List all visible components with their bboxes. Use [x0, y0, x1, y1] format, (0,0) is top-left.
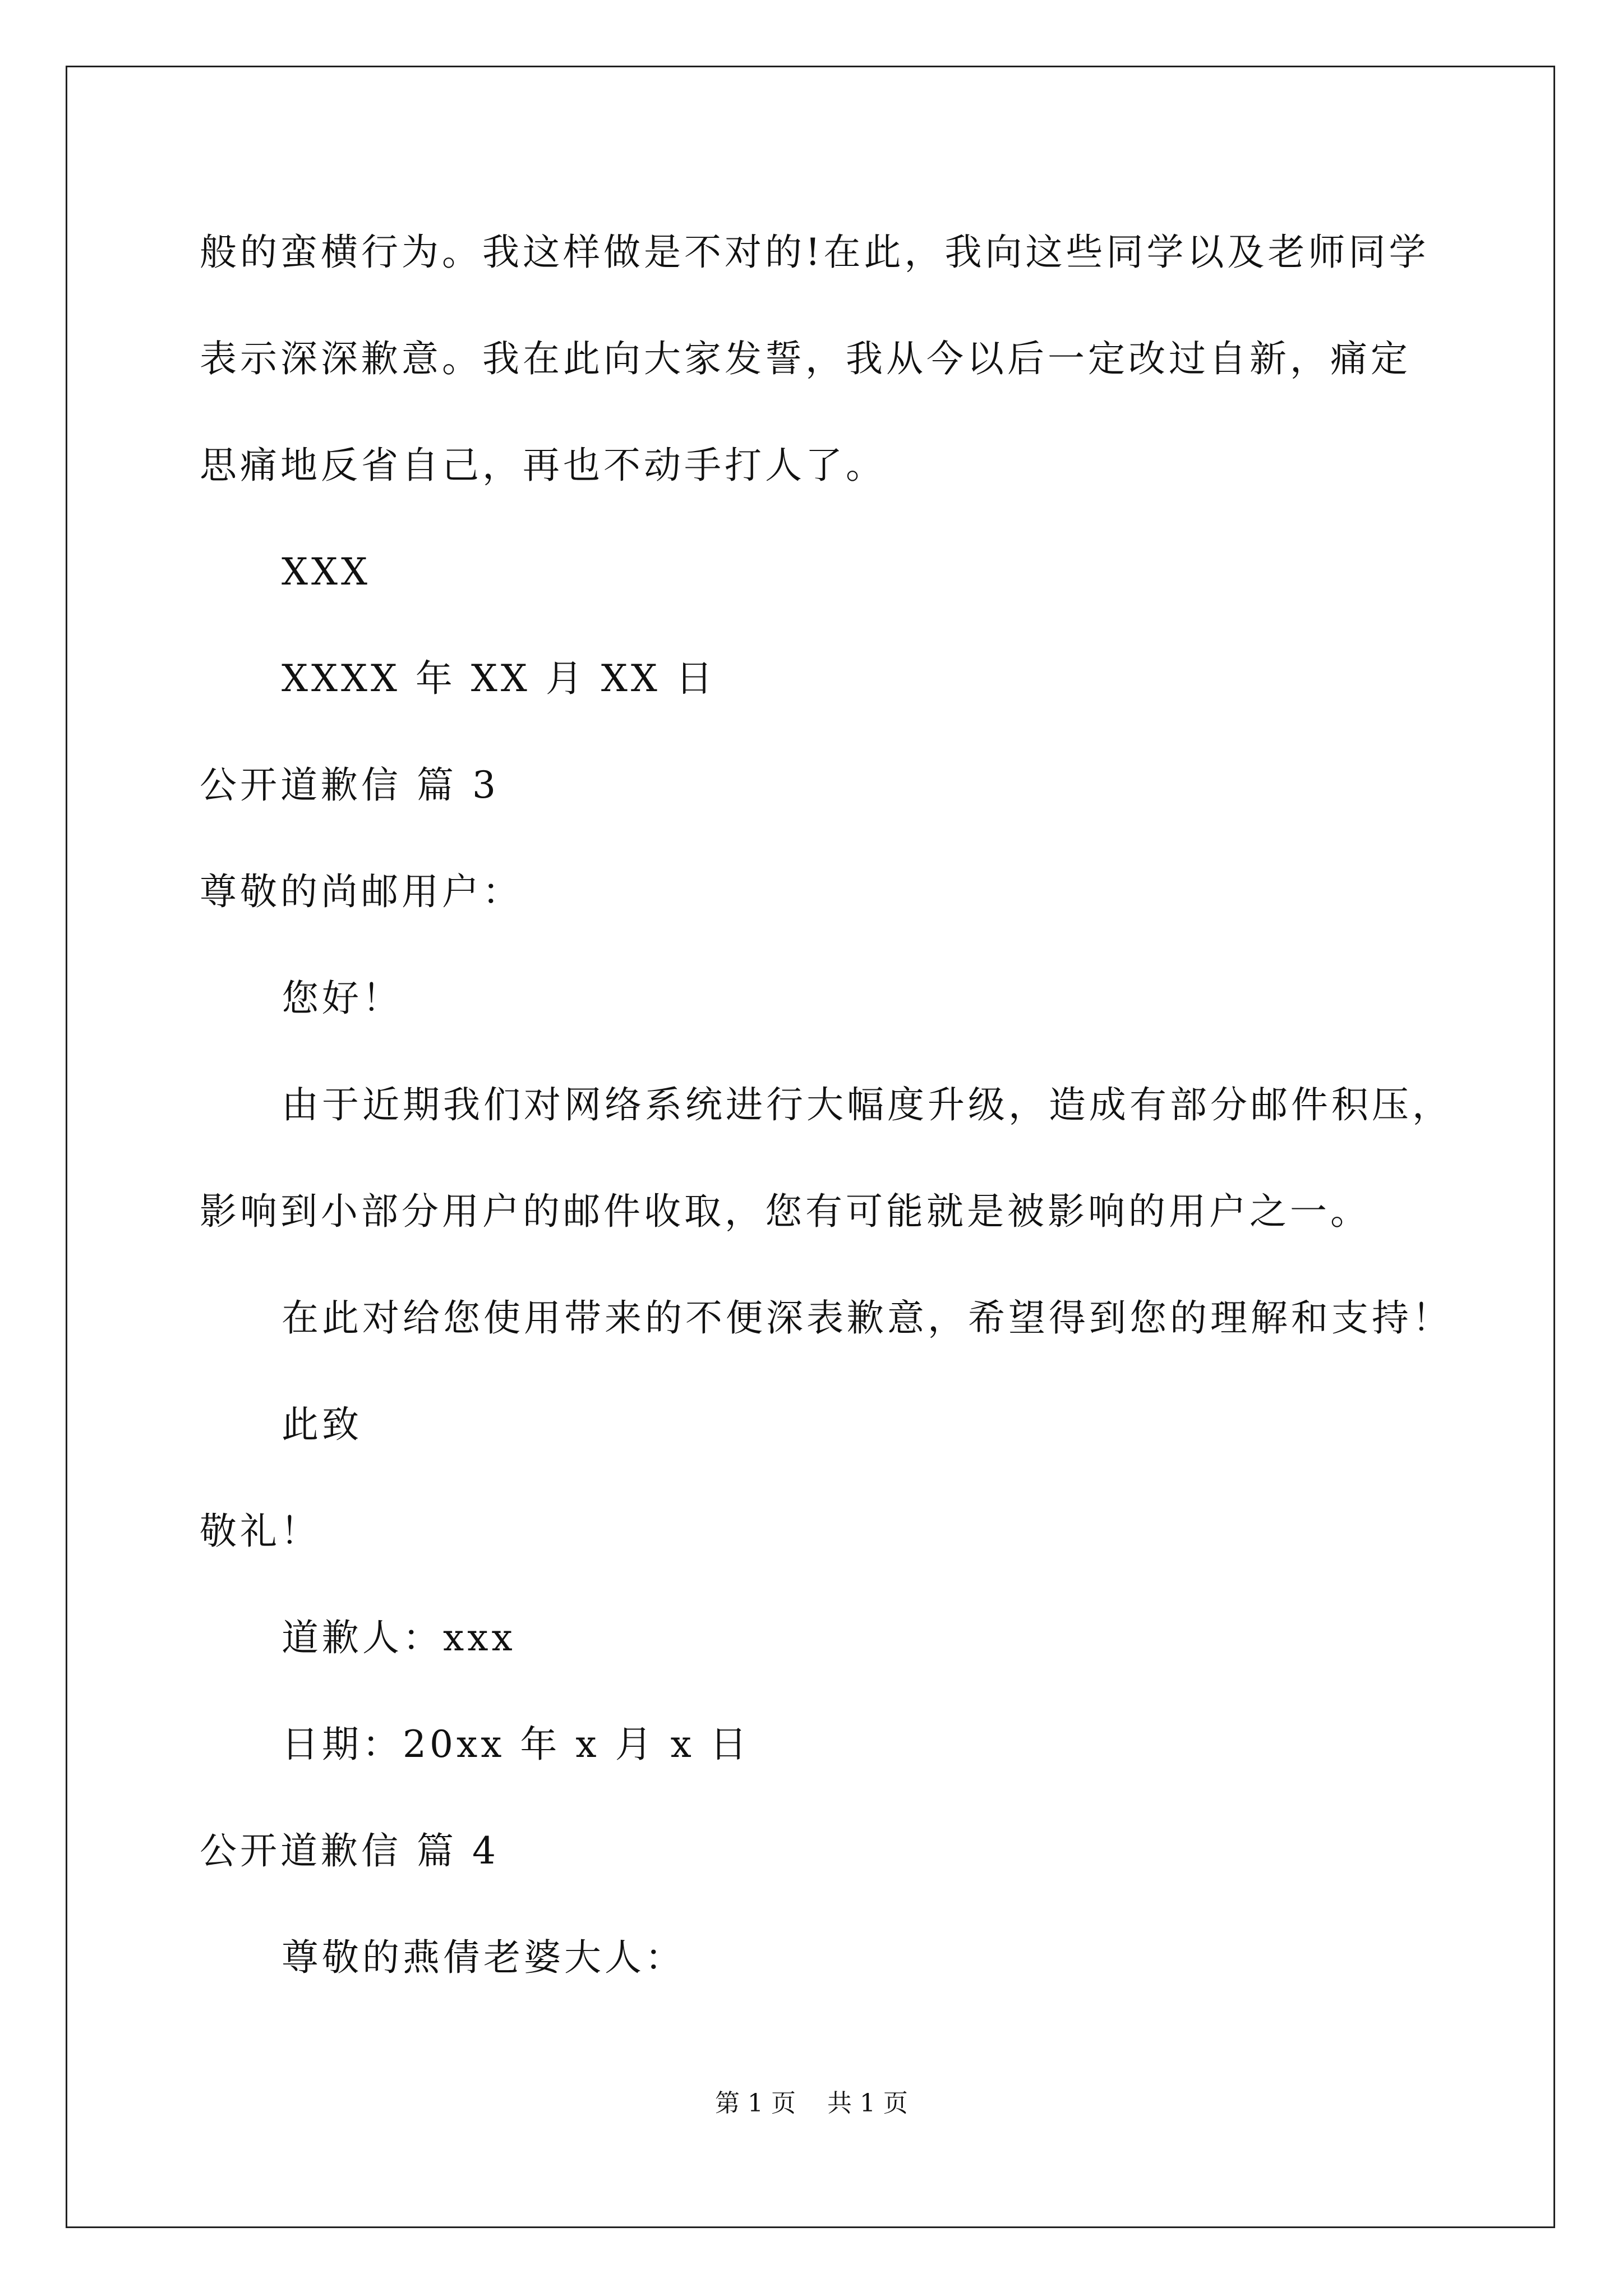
page-border [66, 66, 1555, 2228]
body-paragraph-line-1: 由于近期我们对网络系统进行大幅度升级，造成有部分邮件积压， [282, 1083, 1453, 1126]
section-heading-4: 公开道歉信 篇 4 [200, 1829, 499, 1872]
salutation: 尊敬的尚邮用户： [200, 870, 523, 913]
body-paragraph-line-2: 影响到小部分用户的邮件收取，您有可能就是被影响的用户之一。 [200, 1190, 1371, 1233]
greeting: 您好！ [282, 977, 403, 1020]
body-line-3: 思痛地反省自己，再也不动手打人了。 [200, 444, 886, 487]
page-footer: 第 1 页 共 1 页 [715, 2089, 908, 2118]
body-line-1: 般的蛮横行为。我这样做是不对的!在此，我向这些同学以及老师同学 [200, 231, 1430, 274]
closing-jingli: 敬礼！ [200, 1510, 321, 1553]
signature-date: XXXX 年 XX 月 XX 日 [282, 657, 716, 700]
body-line-2: 表示深深歉意。我在此向大家发誓，我从今以后一定改过自新，痛定 [200, 337, 1411, 380]
apology-line: 在此对给您使用带来的不便深表歉意，希望得到您的理解和支持！ [282, 1296, 1453, 1340]
salutation-4: 尊敬的燕倩老婆大人： [282, 1936, 685, 1979]
apologizer: 道歉人：xxx [282, 1616, 516, 1659]
letter-date: 日期：20xx 年 x 月 x 日 [282, 1723, 750, 1766]
signature-name: XXX [282, 550, 371, 593]
closing-cizhi: 此致 [282, 1403, 362, 1446]
section-heading-3: 公开道歉信 篇 3 [200, 763, 499, 807]
